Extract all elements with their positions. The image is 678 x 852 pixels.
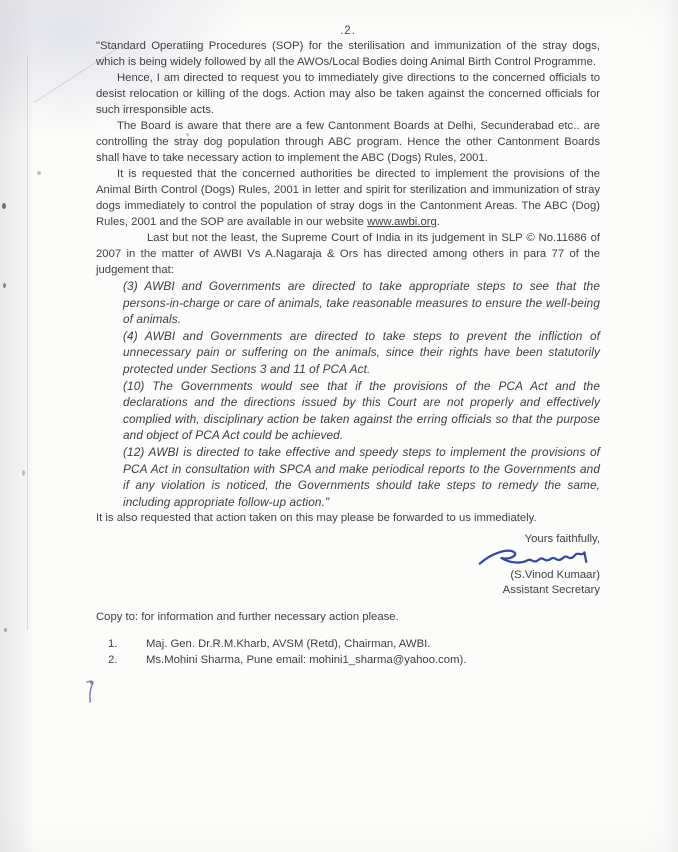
judgement-quote-4: (4) AWBI and Governments are directed to take steps to prevent the infliction of unnecessary pain or suffering on the animals, since their rights have been statutorily protected under Sections 3 and 11 of PCA Act. [123, 328, 600, 376]
copy-to-item-text: Maj. Gen. Dr.R.M.Kharb, AVSM (Retd), Chairman, AWBI. [146, 638, 431, 651]
paragraph-cantonment-boards: The Board is aware that there are a few Cantonment Boards at Delhi, Secunderabad etc.. are controlling the stray dog population through ABC program. Hence the other Cantonment Boards shall have to take necessary action to implement the ABC (Dogs) Rules, 2001. [96, 120, 600, 164]
signatory-name: (S.Vinod Kumaar) [510, 569, 600, 582]
scan-speck [22, 470, 25, 476]
copy-to-list [96, 636, 600, 668]
closing-block [96, 532, 600, 598]
copy-to-heading: Copy to: for information and further necessary action please. [96, 611, 399, 624]
copy-to-item-number: 1. [108, 638, 118, 651]
paragraph-final-request: It is also requested that action taken on this may please be forwarded to us immediately. [96, 512, 537, 525]
scan-speck [37, 171, 41, 175]
paragraph-abc-rules-text: It is requested that the concerned authorities be directed to implement the provisions of the Animal Birth Control (Dogs) Rules, 2001 in letter and spirit for sterilization and immunization of stray dogs immediately to control the population of stray dogs in the Cantonment Areas. The ABC (Dog) Rules, 2001 and the SOP are available in our website [96, 168, 600, 228]
page-number: .2. [340, 25, 356, 37]
pen-mark [82, 678, 98, 708]
paper-fold-line [27, 55, 28, 630]
judgement-quote-10: (10) The Governments would see that if the provisions of the PCA Act and the declarations and the directions issued by this Court are not properly and effectively complied with, disciplinary action be taken against the erring officials so that the purpose and object of PCA Act could be achieved. [123, 378, 600, 443]
judgement-quote-3: (3) AWBI and Governments are directed to take appropriate steps to see that the persons-in-charge or care of animals, take reasonable measures to ensure the well-being of animals. [123, 279, 600, 327]
paragraph-abc-rules [96, 166, 600, 230]
signatory-title: Assistant Secretary [502, 584, 600, 597]
paragraph-request-directions: Hence, I am directed to request you to immediately give directions to the concerned officials to desist relocation or killing of the dogs. Action may also be taken against the concerned officials for such irresponsible acts. [96, 72, 600, 116]
valediction: Yours faithfully, [524, 533, 600, 546]
letter-body [96, 0, 600, 668]
copy-to-item [96, 636, 600, 652]
copy-to-item [96, 652, 600, 668]
paragraph-sop: "Standard Operatiing Procedures (SOP) for the sterilisation and immunization of the stray dogs, which is being widely followed by all the AWOs/Local Bodies doing Animal Birth Control Programme. [96, 40, 600, 68]
scan-speck [3, 283, 6, 288]
awbi-website-link[interactable]: www.awbi.org [367, 216, 437, 228]
scan-speck [4, 628, 7, 632]
copy-to-item-text: Ms.Mohini Sharma, Pune email: mohini1_sharma@yahoo.com). [146, 654, 467, 667]
paragraph-supreme-court: Last but not the least, the Supreme Court of India in its judgement in SLP © No.11686 of 2007 in the matter of AWBI Vs A.Nagaraja & Ors has directed among others in para 77 of the judgement that: [96, 232, 600, 276]
paragraph-abc-rules-period: . [436, 216, 440, 228]
judgement-quote-12: (12) AWBI is directed to take effective and speedy steps to implement the provisions of PCA Act in consultation with SPCA and make periodical reports to the Governments and if any violation is noticed, the Governments should take steps to remedy the same, including appropriate follow-up action." [123, 444, 600, 509]
copy-to-item-number: 2. [108, 654, 118, 667]
scan-speck [2, 203, 6, 209]
